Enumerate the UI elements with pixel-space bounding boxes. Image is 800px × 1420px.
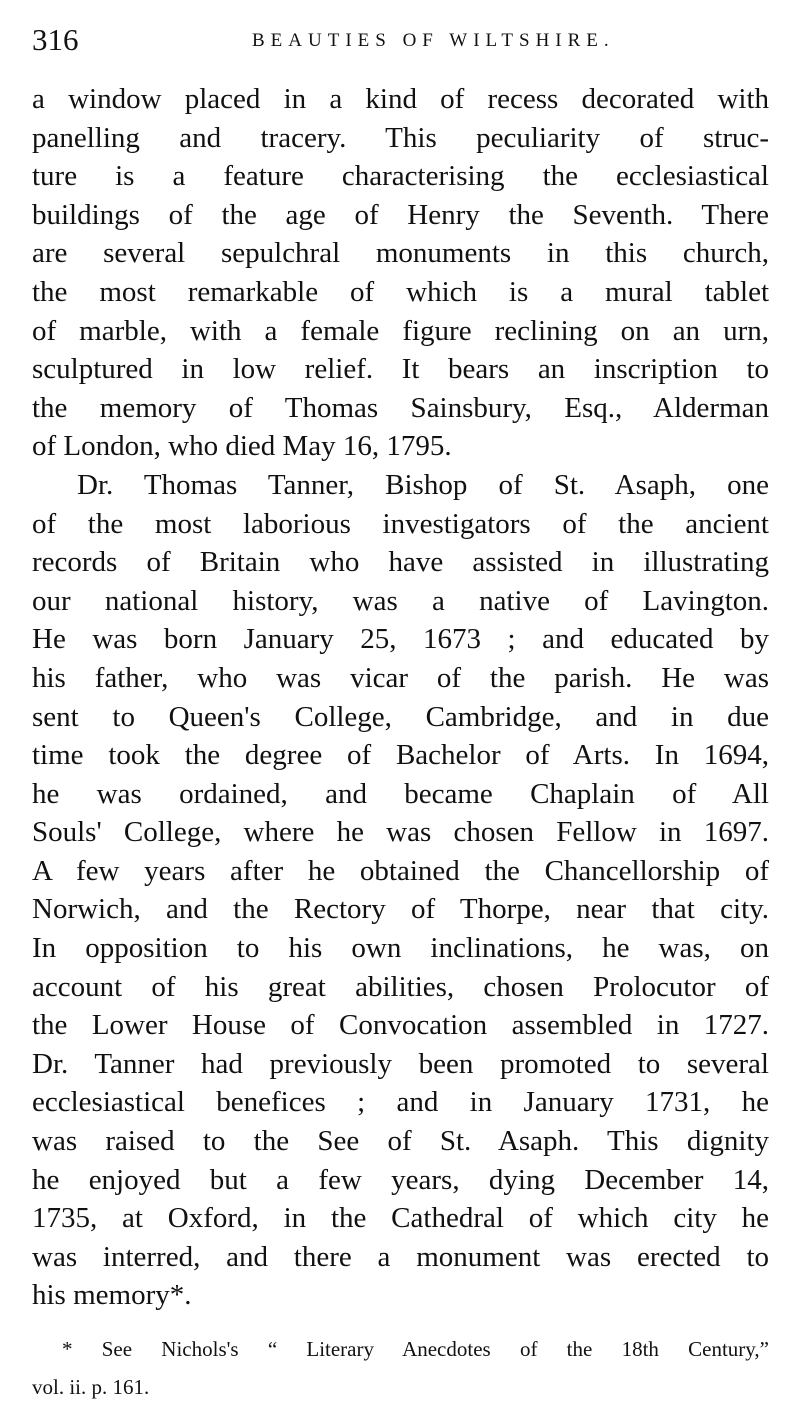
text-line: the Lower House of Convocation assembled in 1727. [32,1009,769,1042]
text-line: was raised to the See of St. Asaph. This dignity [32,1125,769,1158]
text-line: panelling and tracery. This peculiarity of struc- [32,121,769,154]
text-line: the most remarkable of which is a mural tablet [32,275,769,308]
footnote [32,1330,769,1406]
text-line: Dr. Tanner had previously been promoted to several [32,1047,769,1080]
text-line: 1735, at Oxford, in the Cathedral of which city he [32,1202,769,1235]
text-line: a window placed in a kind of recess decorated with [32,83,769,115]
text-line: his memory*. [32,1279,192,1312]
text-line: the memory of Thomas Sainsbury, Esq., Alderman [32,391,769,424]
text-line: account of his great abilities, chosen Prolocutor of [32,970,769,1003]
text-line: sculptured in low relief. It bears an inscription to [32,353,769,386]
text-line: A few years after he obtained the Chancellorship of [32,854,769,887]
page-header [32,20,768,64]
text-line: records of Britain who have assisted in illustrating [32,546,769,579]
paragraph-church-monuments [32,80,769,466]
page-number: 316 [32,22,79,57]
text-line: buildings of the age of Henry the Seventh. There [32,198,769,231]
text-line: his father, who was vicar of the parish. He was [32,661,769,694]
text-line: In opposition to his own inclinations, he was, on [32,932,769,965]
text-line: our national history, was a native of Lavington. [32,584,769,617]
text-line: of marble, with a female figure reclining on an urn, [32,314,769,347]
footnote-line: * See Nichols's “ Literary Anecdotes of the 18th Century,” [62,1337,769,1361]
text-line: He was born January 25, 1673 ; and educated by [32,623,769,656]
running-title: BEAUTIES OF WILTSHIRE. [252,30,615,51]
text-line: time took the degree of Bachelor of Arts. In 1694, [32,739,769,772]
text-line: Dr. Thomas Tanner, Bishop of St. Asaph, one [77,468,769,501]
text-line: Souls' College, where he was chosen Fellow in 1697. [32,816,769,849]
text-line: he was ordained, and became Chaplain of All [32,777,769,810]
text-line: was interred, and there a monument was erected to [32,1240,769,1273]
text-line: ecclesiastical benefices ; and in January 1731, he [32,1086,769,1119]
text-line: Norwich, and the Rectory of Thorpe, near that city. [32,893,769,926]
body-text [32,80,769,1315]
text-line: of the most laborious investigators of the ancient [32,507,769,540]
text-line: he enjoyed but a few years, dying December 14, [32,1163,769,1196]
footnote-line: vol. ii. p. 161. [32,1375,150,1399]
text-line: ture is a feature characterising the ecclesiastical [32,160,769,193]
text-line: of London, who died May 16, 1795. [32,430,452,463]
paragraph-thomas-tanner [32,466,769,1315]
text-line: are several sepulchral monuments in this church, [32,237,769,270]
text-line: sent to Queen's College, Cambridge, and in due [32,700,769,733]
